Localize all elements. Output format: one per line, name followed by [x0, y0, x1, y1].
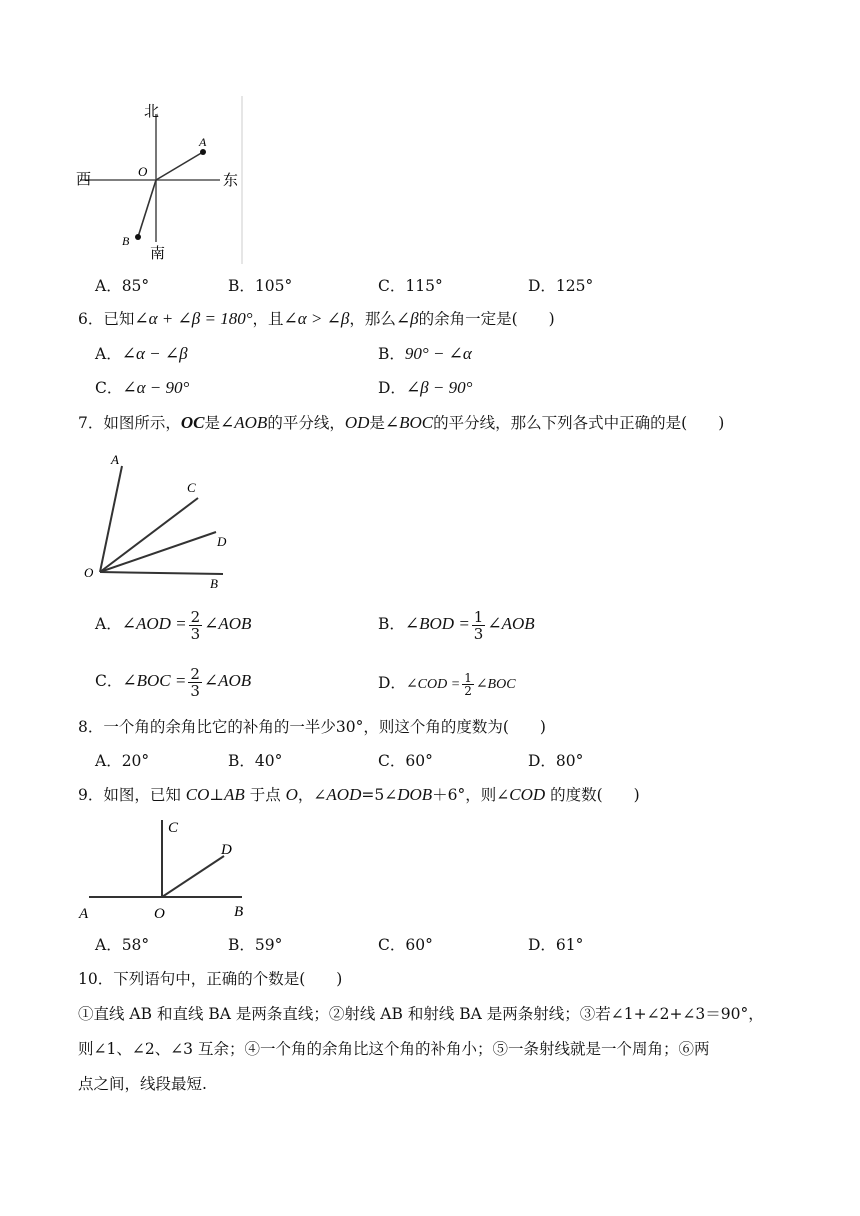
q7-od: OD: [344, 413, 370, 432]
q7-a-right: ∠AOB: [204, 614, 252, 633]
ray-a-label: A: [111, 452, 119, 467]
q9-dob: DOB: [397, 785, 433, 804]
q7-d-fraction: [462, 672, 474, 697]
q7-option-b: [378, 606, 535, 642]
q9-option-a: A．58°: [95, 936, 150, 954]
q6-c-math: ∠α − 90°: [122, 378, 190, 397]
q8-option-d: D．80°: [528, 752, 584, 770]
q5-option-c: C．115°: [378, 277, 443, 295]
q9-ab: AB: [224, 785, 245, 804]
q7-n: 7．如图所示，: [78, 414, 181, 432]
q6-option-b: [378, 344, 472, 364]
q7-d-left: ∠COD =: [405, 677, 461, 692]
point-o-label: O: [154, 906, 165, 922]
q7-c-right: ∠AOB: [203, 671, 252, 690]
q9-t4: ＋6°，则∠: [432, 786, 510, 804]
point-o-label: O: [138, 164, 148, 179]
q10-body-line3: 点之间，线段最短.: [78, 1075, 207, 1093]
point-a-label: A: [79, 906, 89, 922]
q7-a-num: 2: [190, 607, 201, 626]
q8-option-b: B．40°: [228, 752, 283, 770]
angle-bisector-figure: [78, 448, 238, 593]
q7-boc: ∠BOC: [384, 413, 434, 432]
ray-d-label: D: [217, 534, 227, 549]
q7-aob: ∠AOB: [220, 413, 268, 432]
q6-stem-pre: 6．已知: [78, 310, 135, 328]
q7-option-d: [378, 665, 516, 703]
point-b-label: B: [234, 904, 244, 920]
q5-option-b: B．105°: [228, 277, 293, 295]
q10-stem: 10．下列语句中，正确的个数是( ): [78, 970, 343, 988]
q8-stem: 8．一个角的余角比它的补角的一半少30°，则这个角的度数为( ): [78, 718, 546, 736]
q7-c-fraction: [188, 666, 202, 699]
q9-stem: [78, 785, 640, 805]
q6-d-math: ∠β − 90°: [405, 378, 473, 397]
q6-stem-math2: ∠α > ∠β: [283, 309, 350, 328]
perpendicular-figure: [74, 812, 264, 924]
q6-a-label: A．: [95, 345, 122, 363]
q9-t1: 于点: [244, 786, 286, 804]
point-a-label: A: [199, 135, 207, 149]
q7-c-left: ∠BOC =: [122, 671, 187, 690]
q9-perp: ⊥: [209, 786, 224, 804]
q10-body-line1: ①直线 AB 和直线 BA 是两条直线；②射线 AB 和射线 BA 是两条射线；③若∠1+∠2+∠3＝90°，: [78, 1005, 764, 1023]
q8-option-c: C．60°: [378, 752, 433, 770]
q6-a-math: ∠α − ∠β: [121, 344, 188, 363]
q9-aod: AOD: [326, 785, 362, 804]
q7-b-num: 1: [473, 607, 484, 626]
q6-option-d: [378, 378, 472, 398]
q6-stem-post: 的余角一定是( ): [418, 310, 555, 328]
q5-option-d: D．125°: [528, 277, 594, 295]
q9-option-c: C．60°: [378, 936, 433, 954]
q7-t3: 是: [369, 414, 385, 432]
q7-d-label: D．: [378, 674, 406, 692]
q7-d-right: ∠BOC: [475, 677, 516, 692]
q7-a-left: ∠AOD =: [121, 614, 187, 633]
q7-t4: 的平分线，那么下列各式中正确的是( ): [433, 414, 725, 432]
q9-co: CO: [185, 785, 210, 804]
q7-option-c: [95, 663, 251, 699]
q8-option-a: A．20°: [95, 752, 150, 770]
q7-t1: 是: [204, 414, 221, 432]
q7-c-num: 2: [190, 664, 200, 683]
point-d-label: D: [221, 842, 232, 858]
q9-t2: ，∠: [297, 786, 327, 804]
q5-option-a: A．85°: [95, 277, 150, 295]
q6-c-label: C．: [95, 379, 123, 397]
q6-option-c: [95, 378, 189, 398]
q9-o: O: [285, 785, 298, 804]
ray-c-label: C: [187, 480, 196, 495]
q7-b-label: B．: [378, 615, 405, 633]
q7-stem: [78, 413, 724, 433]
q7-d-den: 2: [464, 683, 472, 698]
q6-stem: [78, 309, 555, 329]
q9-cod: COD: [509, 785, 546, 804]
compass-figure: [70, 96, 250, 266]
north-label: 北: [144, 104, 160, 120]
q7-c-den: 3: [190, 681, 200, 700]
q9-n: 9．如图，已知: [78, 786, 186, 804]
q6-d-label: D．: [378, 379, 406, 397]
q6-stem-math1: ∠α + ∠β = 180°: [134, 309, 253, 328]
q9-option-b: B．59°: [228, 936, 283, 954]
q9-t5: 的度数( ): [545, 786, 640, 804]
east-label: 东: [223, 173, 239, 189]
q7-d-num: 1: [464, 670, 472, 685]
q7-a-den: 3: [190, 624, 201, 643]
q7-oc: OC: [180, 413, 205, 432]
q7-a-fraction: [189, 609, 203, 642]
q7-option-a: [95, 606, 251, 642]
q7-c-label: C．: [95, 672, 123, 690]
q6-b-label: B．: [378, 345, 405, 363]
point-c-label: C: [168, 820, 179, 836]
q9-t3: =5∠: [361, 786, 398, 804]
q6-option-a: [95, 344, 188, 364]
west-label: 西: [76, 172, 92, 188]
q10-body-line2: 则∠1、∠2、∠3 互余；④一个角的余角比这个角的补角小；⑤一条射线就是一个周角；⑥两: [78, 1040, 710, 1058]
vertex-o-label: O: [84, 565, 94, 580]
q7-t2: 的平分线，: [267, 414, 345, 432]
q7-b-left: ∠BOD =: [404, 614, 470, 633]
q6-stem-mid: ，且: [252, 310, 284, 328]
q6-b-math: 90° − ∠α: [404, 344, 472, 363]
q7-b-fraction: [472, 609, 486, 642]
q7-b-den: 3: [473, 624, 484, 643]
q7-b-right: ∠AOB: [487, 614, 535, 633]
ray-b-label: B: [210, 576, 218, 591]
q7-a-label: A．: [95, 615, 122, 633]
q6-stem-mid2: ，那么: [349, 310, 396, 328]
q6-stem-math3: ∠β: [395, 309, 419, 328]
point-b-label: B: [122, 234, 130, 248]
q9-option-d: D．61°: [528, 936, 584, 954]
south-label: 南: [150, 246, 166, 262]
